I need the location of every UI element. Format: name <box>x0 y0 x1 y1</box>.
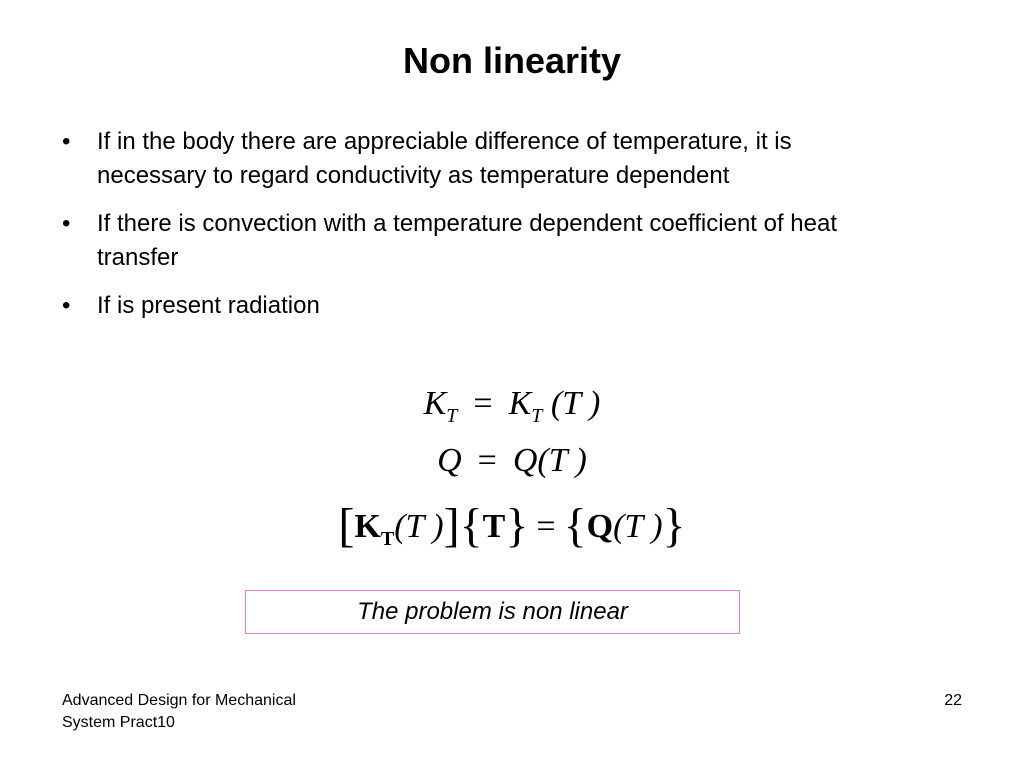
eq3-q-vector: Q <box>586 508 614 545</box>
bullet-marker: • <box>62 128 71 155</box>
eq3-k-arg: (T ) <box>394 508 444 545</box>
slide-title: Non linearity <box>402 40 622 81</box>
footer-course <box>62 690 382 734</box>
note-box <box>245 590 740 634</box>
eq3-close-brace-t: } <box>505 499 529 552</box>
eq2-rhs: Q <box>512 442 538 479</box>
bullet-marker: • <box>62 210 71 237</box>
footer-course-line1: Advanced Design for Mechanical <box>62 692 296 709</box>
eq3-close-brace-q: } <box>662 499 686 552</box>
equation-conductivity <box>0 385 1024 428</box>
eq1-rhs-arg: (T ) <box>550 385 601 422</box>
eq1-equals: = <box>473 385 493 422</box>
eq2-rhs-arg: (T ) <box>537 442 587 479</box>
bullet-item <box>62 125 902 193</box>
page-number: 22 <box>944 692 962 709</box>
bullet-text: If there is convection with a temperature dependent coefficient of heat transfer <box>97 210 838 271</box>
bullet-list <box>62 125 902 337</box>
eq1-rhs: K <box>508 385 532 422</box>
eq3-t-vector: T <box>482 508 506 545</box>
eq3-q-arg: (T ) <box>613 508 663 545</box>
eq1-lhs: K <box>423 385 447 422</box>
eq1-lhs-sub: T <box>446 405 458 427</box>
bullet-marker: • <box>62 292 71 319</box>
footer-course-line2: System Pract10 <box>62 714 175 731</box>
eq3-equals: = <box>536 508 556 545</box>
eq2-lhs: Q <box>437 442 462 479</box>
eq3-open-brace-t: { <box>459 499 483 552</box>
equation-system <box>0 498 1024 553</box>
eq3-close-bracket: ] <box>443 499 460 552</box>
eq3-k-sub: T <box>380 528 395 550</box>
bullet-item <box>62 207 902 275</box>
bullet-item <box>62 289 902 323</box>
eq3-open-brace-q: { <box>563 499 587 552</box>
eq3-k-matrix: K <box>354 508 381 545</box>
bullet-text: If is present radiation <box>97 292 320 319</box>
bullet-text: If in the body there are appreciable difference of temperature, it is necessary to regard conductivity as temperature dependent <box>97 128 792 189</box>
eq3-open-bracket: [ <box>338 499 355 552</box>
eq2-equals: = <box>477 442 497 479</box>
note-text: The problem is non linear <box>357 598 628 625</box>
eq1-rhs-sub: T <box>531 405 543 427</box>
equation-heat-flux <box>0 442 1024 480</box>
